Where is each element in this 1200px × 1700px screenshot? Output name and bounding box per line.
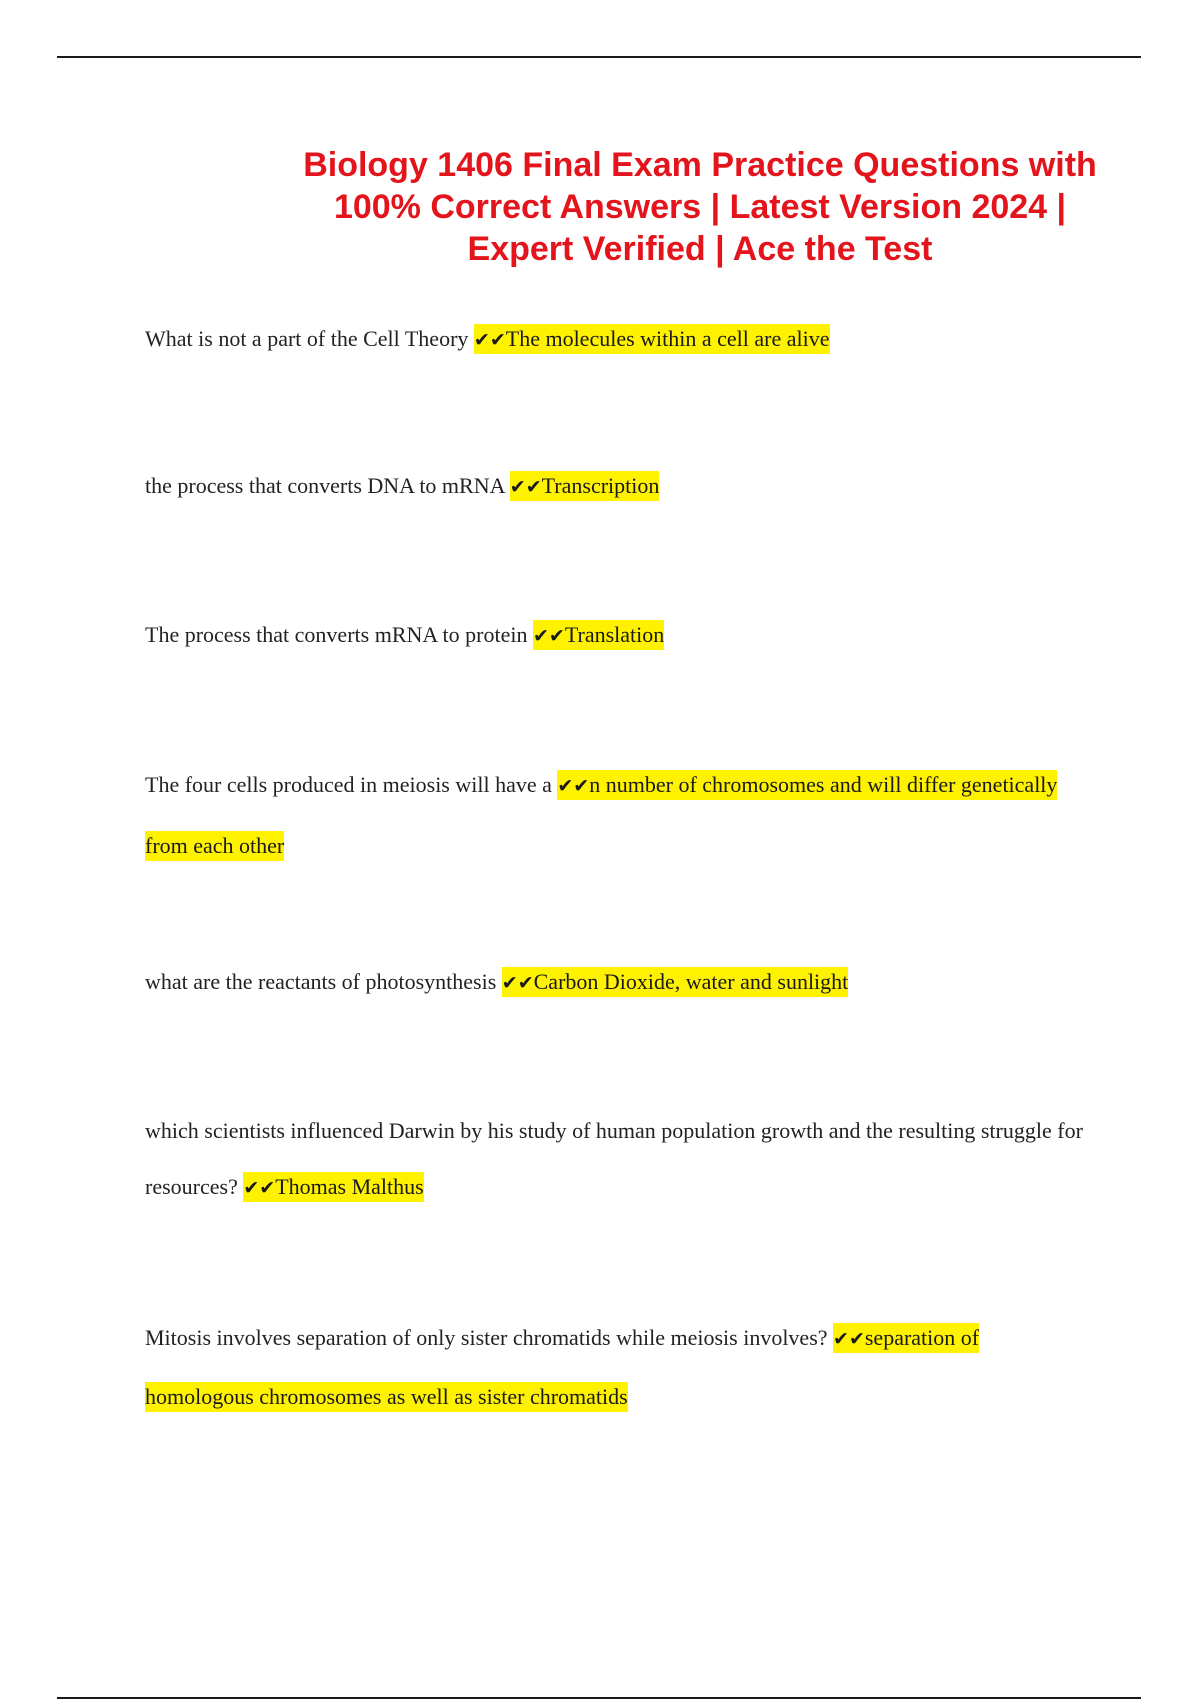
qa-item: [145, 310, 1085, 369]
answer-text: Translation: [564, 622, 665, 647]
double-check-icon: ✔✔: [509, 476, 542, 498]
question-text: the process that converts DNA to mRNA: [145, 473, 505, 498]
answer-highlight: [243, 1172, 423, 1202]
double-check-icon: ✔✔: [501, 972, 534, 994]
answer-text: separation of homologous chromosomes as well as sister chromatids: [145, 1325, 980, 1409]
answer-highlight: [474, 324, 830, 354]
question-text: Mitosis involves separation of only sister chromatids while meiosis involves?: [145, 1325, 828, 1350]
qa-item: [145, 457, 1085, 516]
double-check-icon: ✔✔: [833, 1328, 865, 1350]
question-text: which scientists influenced Darwin by his study of human population growth and the resulting struggle for resources?: [145, 1118, 1083, 1199]
question-text: what are the reactants of photosynthesis: [145, 969, 497, 994]
qa-item: [145, 606, 1085, 665]
answer-text: n number of chromosomes and will differ genetically from each other: [145, 772, 1058, 858]
answer-text: The molecules within a cell are alive: [505, 326, 830, 351]
question-text: What is not a part of the Cell Theory: [145, 326, 469, 351]
qa-item: [145, 953, 1085, 1012]
qa-item: [145, 755, 1085, 876]
qa-item: [145, 1103, 1085, 1216]
bottom-rule: [57, 1697, 1141, 1699]
answer-highlight: [502, 967, 849, 997]
answer-highlight: [510, 471, 660, 501]
double-check-icon: ✔✔: [473, 329, 506, 351]
document-title: Biology 1406 Final Exam Practice Questions with 100% Correct Answers | Latest Version 2024 | Expert Verified | Ace the Test: [303, 146, 1097, 268]
double-check-icon: ✔✔: [532, 625, 565, 647]
question-text: The four cells produced in meiosis will have a: [145, 772, 552, 797]
answer-text: Carbon Dioxide, water and sunlight: [533, 969, 849, 994]
qa-item: [145, 1309, 1085, 1426]
answer-highlight: [533, 620, 664, 650]
top-rule: [57, 56, 1141, 58]
question-text: The process that converts mRNA to protein: [145, 622, 528, 647]
double-check-icon: ✔✔: [557, 775, 590, 797]
answer-text: Thomas Malthus: [275, 1174, 424, 1199]
answer-text: Transcription: [541, 473, 660, 498]
double-check-icon: ✔✔: [243, 1177, 276, 1199]
